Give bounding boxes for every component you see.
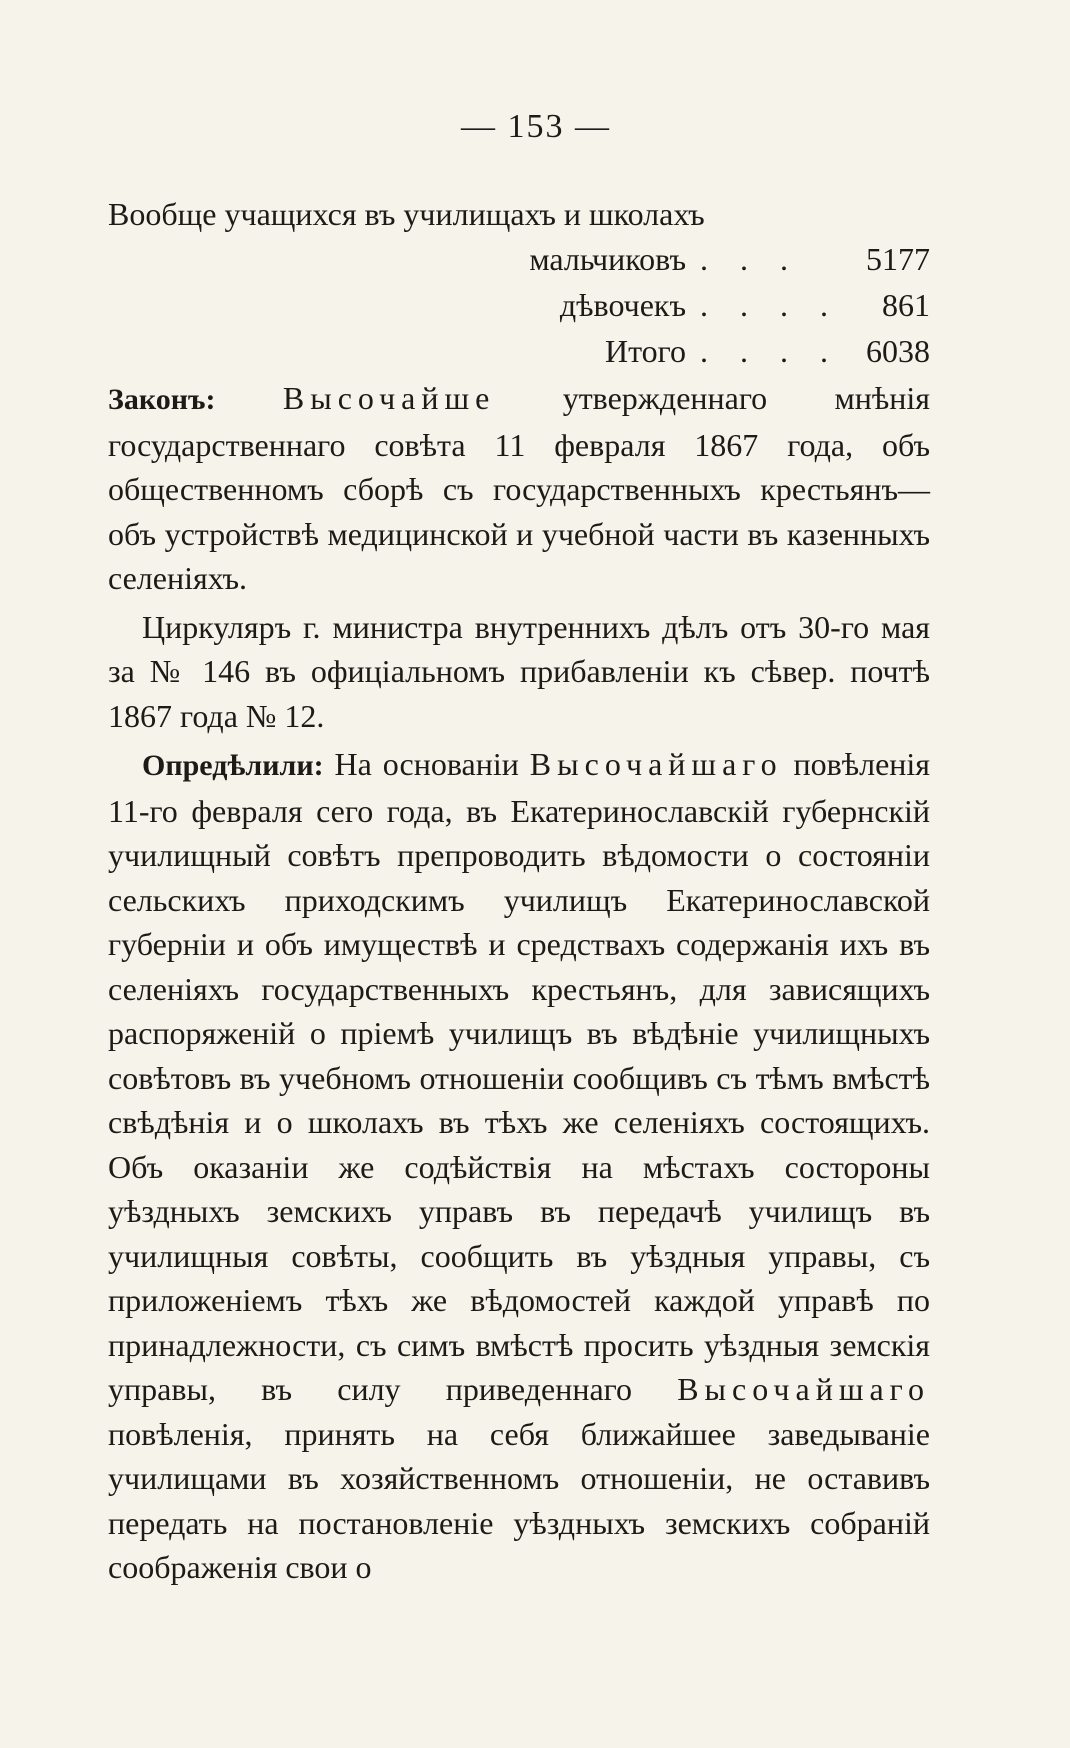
law-heading: Законъ: bbox=[108, 383, 216, 416]
stats-row-boys bbox=[108, 236, 930, 282]
stats-intro: Вообще учащихся въ училищахъ и школахъ bbox=[108, 196, 705, 232]
law-spaced-word: Высочайше bbox=[282, 380, 496, 416]
law-paragraph bbox=[108, 376, 930, 601]
decision-text-1: На основаніи bbox=[323, 746, 530, 782]
stats-table bbox=[108, 236, 930, 374]
stats-row-girls bbox=[108, 282, 930, 328]
circular-paragraph bbox=[108, 605, 930, 739]
circular-text: Циркуляръ г. министра внутреннихъ дѣлъ отъ 30-го мая за № 146 въ офиціальномъ прибавленіи къ сѣвер. почтѣ 1867 года № 12. bbox=[108, 608, 930, 734]
stats-dots: . . . . bbox=[700, 333, 840, 369]
stats-dots: . . . bbox=[700, 241, 800, 277]
stats-label: дѣвочекъ bbox=[559, 287, 686, 323]
stats-value: 861 bbox=[882, 287, 930, 323]
stats-label: Итого bbox=[605, 333, 686, 369]
decision-text-2: повѣленія 11-го февраля сего года, въ Екатеринославскій губернскій училищный совѣтъ препроводить вѣдомости о состояніи сельскихъ приходскимъ училищъ Екатеринославской губерніи и объ имуществѣ и средствахъ содержанія ихъ въ селеніяхъ государственныхъ крестьянъ, для зависящихъ распоряженій о пріемѣ училищъ въ вѣдѣніе училищныхъ совѣтовъ въ учебномъ отношеніи сообщивъ съ тѣмъ вмѣстѣ свѣдѣнія и о школахъ въ тѣхъ же селеніяхъ состоящихъ. Объ оказаніи же содѣйствія на мѣстахъ состороны уѣздныхъ земскихъ управъ въ передачѣ училищъ въ училищныя совѣты, сообщить въ уѣздныя управы, съ приложеніемъ тѣхъ же вѣдомостей каждой управѣ по принадлежности, съ симъ вмѣстѣ просить уѣздныя земскія управы, въ силу приведеннаго bbox=[108, 746, 930, 1407]
decision-paragraph bbox=[108, 742, 930, 1590]
decision-text-3: повѣленія, принять на себя ближайшее заведываніе училищами въ хозяйственномъ отношеніи, не оставивъ передать на постановленіе уѣздныхъ земскихъ собраній соображенія свои о bbox=[108, 1415, 930, 1585]
stats-value: 6038 bbox=[866, 333, 930, 369]
decision-spaced-word-2: Высочайшаго bbox=[677, 1371, 930, 1407]
law-text: утвержденнаго мнѣнія государственнаго совѣта 11 февраля 1867 года, объ общественномъ сборѣ съ государственныхъ крестьянъ— объ устройствѣ медицинской и учебной части въ казенныхъ селеніяхъ. bbox=[108, 380, 931, 596]
stats-value: 5177 bbox=[866, 241, 930, 277]
stats-dots: . . . . bbox=[700, 287, 840, 323]
stats-row-total bbox=[108, 328, 930, 374]
decision-spaced-word-1: Высочайшаго bbox=[529, 746, 783, 782]
page-number: — 153 — bbox=[461, 108, 611, 145]
decision-heading: Опредѣлили: bbox=[142, 749, 324, 782]
stats-label: мальчиковъ bbox=[529, 241, 686, 277]
